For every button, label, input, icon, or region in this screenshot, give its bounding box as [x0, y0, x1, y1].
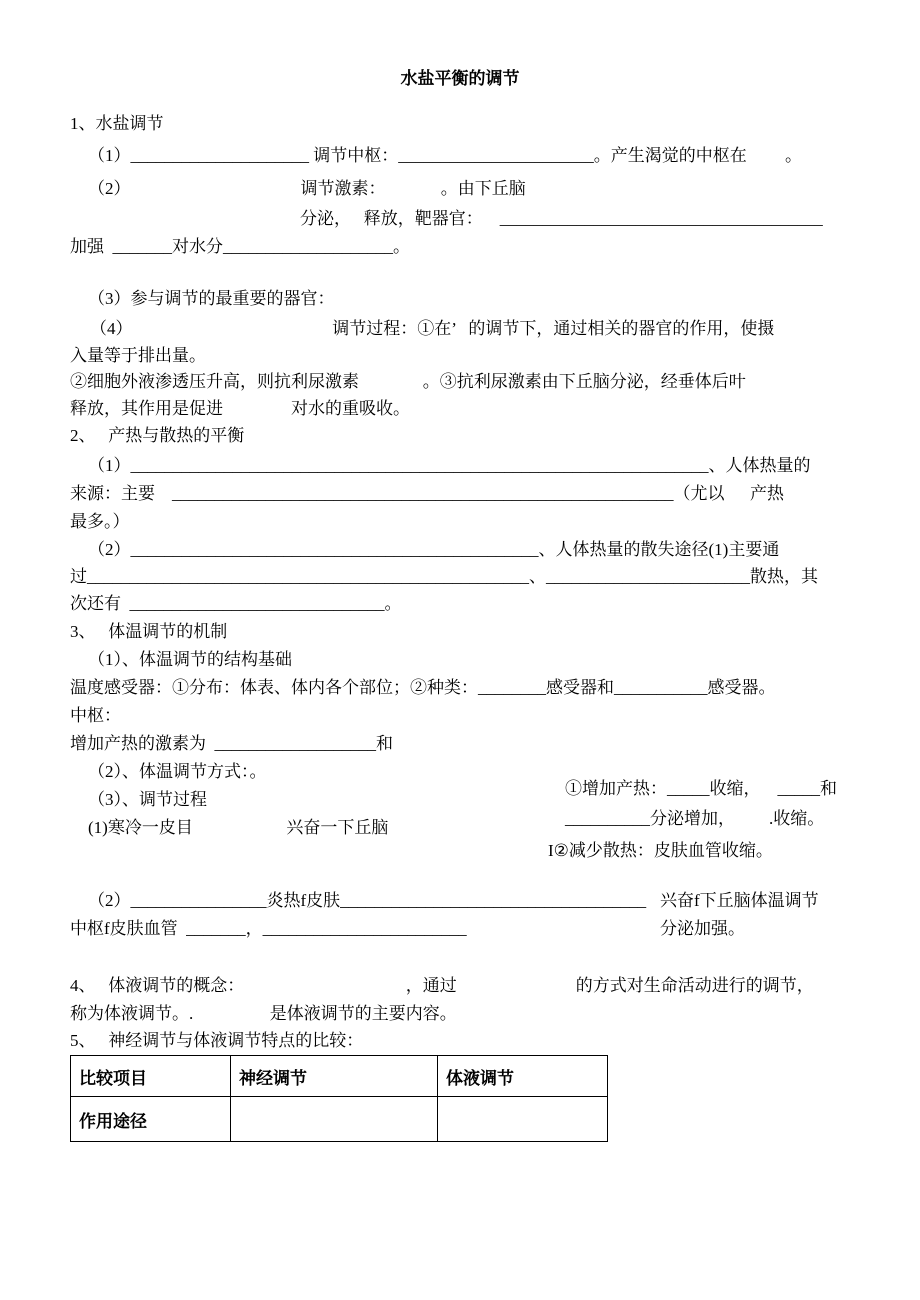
document-line: 加强 _______对水分____________________。	[70, 237, 410, 256]
document-line: 中枢f皮肤血管 _______，________________________	[70, 919, 467, 938]
document-line: 分泌， 释放，靶器官： ______________________________________	[300, 209, 823, 228]
document-line: 1、水盐调节	[70, 114, 164, 133]
document-line: （1）_____________________ 调节中枢：_______________________。产生渴觉的中枢在 。	[88, 146, 802, 165]
document-line: 入量等于排出量。	[70, 346, 206, 365]
document-line: （1）____________________________________________________________________、人体热量的	[88, 456, 811, 475]
document-line: 最多。）	[70, 512, 130, 531]
table-row	[71, 1097, 608, 1142]
document-line: 5、 神经调节与体液调节特点的比较：	[70, 1031, 364, 1050]
document-title: 水盐平衡的调节	[400, 69, 520, 88]
document-line: 3、 体温调节的机制	[70, 622, 228, 641]
document-line: __________分泌增加， .收缩。	[565, 809, 825, 828]
document-line: 释放，其作用是促进 对水的重吸收。	[70, 399, 410, 418]
document-line: （1）、体温调节的结构基础	[88, 650, 292, 669]
document-line: （2）________________________________________________、人体热量的散失途径(1)主要通	[88, 540, 780, 559]
document-line: 分泌加强。	[660, 919, 745, 938]
document-line: I②减少散热：皮肤血管收缩。	[548, 841, 773, 860]
document-line: 2、 产热与散热的平衡	[70, 426, 245, 445]
table-cell	[438, 1097, 608, 1142]
document-line: 中枢：	[70, 706, 121, 725]
document-line: （2）________________炎热f皮肤____________________________________	[88, 891, 647, 910]
document-line: (1)寒冷一皮目 兴奋一下丘脑	[88, 818, 389, 837]
document-line: 增加产热的激素为 ___________________和	[70, 734, 393, 753]
document-line: 称为体液调节。. 是体液调节的主要内容。	[70, 1004, 457, 1023]
document-line: ②细胞外液渗透压升高，则抗利尿激素 。③抗利尿激素由下丘脑分泌，经垂体后叶	[70, 372, 746, 391]
document-line: 兴奋f下丘脑体温调节	[660, 891, 819, 910]
document-line: （3）参与调节的最重要的器官：	[88, 289, 335, 308]
document-line: （4） 调节过程：①在’ 的调节下，通过相关的器官的作用，使摄	[90, 319, 775, 338]
document-line: 过____________________________________________________、________________________散热，其	[70, 567, 818, 586]
document-line: （3）、调节过程	[88, 790, 207, 809]
table-cell	[231, 1097, 438, 1142]
table-header-cell: 神经调节	[231, 1056, 438, 1097]
table-header-row	[71, 1056, 608, 1097]
comparison-table-body	[71, 1056, 608, 1142]
document-line: 次还有 ______________________________。	[70, 594, 402, 613]
document-line: ①增加产热：_____收缩， _____和	[565, 779, 837, 798]
comparison-table	[70, 1055, 608, 1142]
table-cell: 作用途径	[71, 1097, 231, 1142]
table-header-cell: 体液调节	[438, 1056, 608, 1097]
document-line: （2）、体温调节方式：。	[88, 762, 267, 781]
document-line: （2） 调节激素： 。由下丘脑	[88, 179, 526, 198]
table-header-cell: 比较项目	[71, 1056, 231, 1097]
document-line: 来源：主要 ___________________________________________________________（尤以 产热	[70, 484, 784, 503]
document-line: 温度感受器：①分布：体表、体内各个部位；②种类：________感受器和___________感受器。	[70, 678, 776, 697]
document-line: 4、 体液调节的概念： ，通过 的方式对生命活动进行的调节，	[70, 976, 814, 995]
